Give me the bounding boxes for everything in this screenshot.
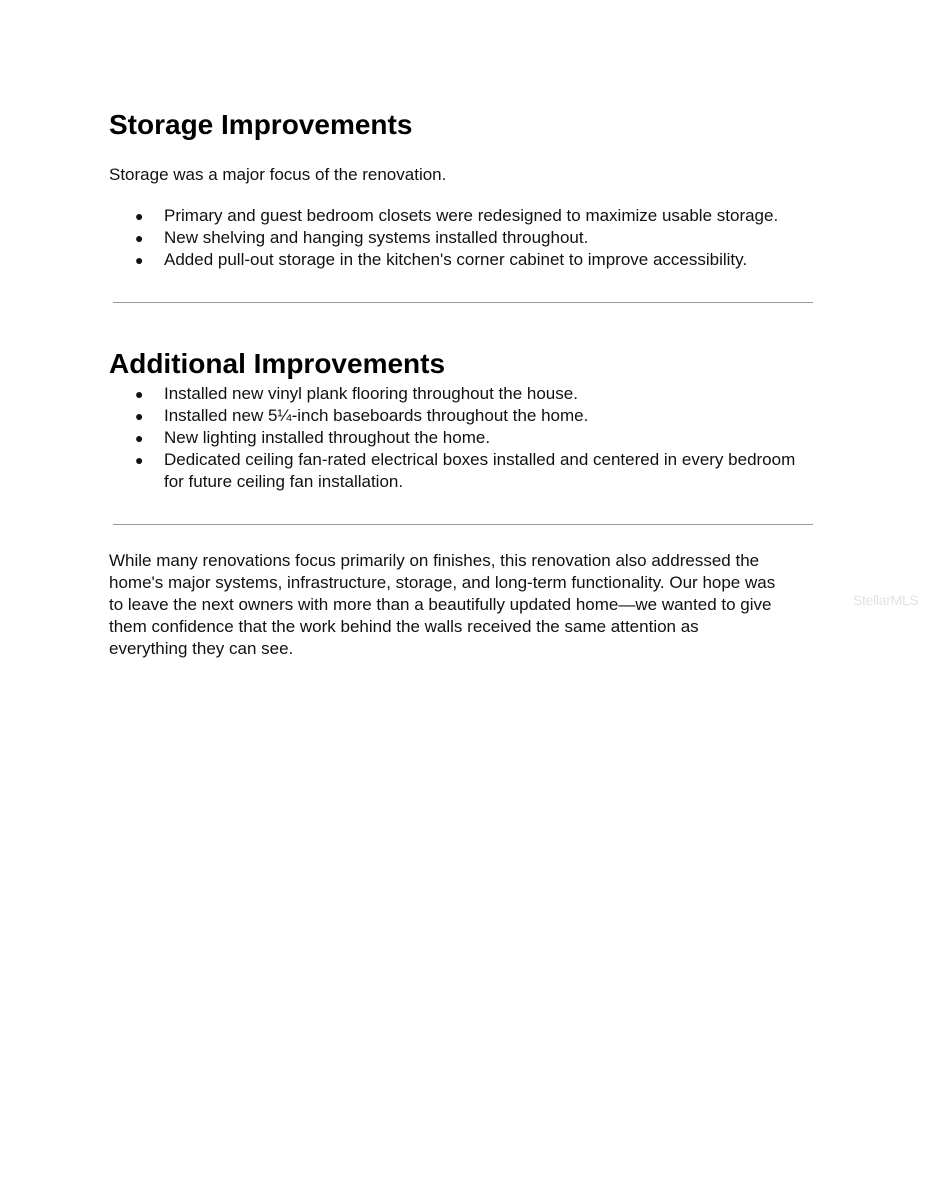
section-divider: [113, 302, 813, 303]
list-item: [109, 205, 819, 227]
list-item: [109, 405, 819, 427]
list-item-text: Primary and guest bedroom closets were redesigned to maximize usable storage.: [164, 206, 779, 225]
storage-heading: Storage Improvements: [109, 109, 413, 140]
document-content: [109, 106, 819, 660]
bullet-icon: ●: [135, 386, 144, 402]
bullet-icon: ●: [135, 408, 144, 424]
list-item-text: Dedicated ceiling fan-rated electrical boxes installed and centered in every bedroom for future ceiling fan installation.: [164, 450, 796, 491]
list-item-text: New shelving and hanging systems installed throughout.: [164, 228, 589, 247]
list-item: [109, 383, 819, 405]
list-item-text: Added pull-out storage in the kitchen's corner cabinet to improve accessibility.: [164, 250, 748, 269]
list-item: [109, 249, 819, 271]
storage-intro: Storage was a major focus of the renovation.: [109, 165, 447, 184]
additional-heading: Additional Improvements: [109, 348, 446, 379]
closing-paragraph: While many renovations focus primarily on finishes, this renovation also addressed the home's major systems, infrastructure, storage, and long-term functionality. Our hope was to leave the next owners with more than a beautifully updated home—we wanted to give them confidence that the work behind the walls received the same attention as everything they can see.: [109, 551, 776, 658]
watermark-logo: StellarMLS: [853, 592, 919, 608]
bullet-icon: ●: [135, 430, 144, 446]
list-item: [109, 449, 819, 493]
storage-list: [109, 205, 819, 271]
bullet-icon: ●: [135, 230, 144, 246]
bullet-icon: ●: [135, 208, 144, 224]
list-item-text: Installed new vinyl plank flooring throughout the house.: [164, 384, 578, 403]
list-item: [109, 227, 819, 249]
bullet-icon: ●: [135, 252, 144, 268]
list-item-text: Installed new 5¼-inch baseboards throughout the home.: [164, 406, 589, 425]
list-item-text: New lighting installed throughout the home.: [164, 428, 491, 447]
bullet-icon: ●: [135, 452, 144, 468]
section-divider: [113, 524, 813, 525]
list-item: [109, 427, 819, 449]
additional-list: [109, 383, 819, 493]
